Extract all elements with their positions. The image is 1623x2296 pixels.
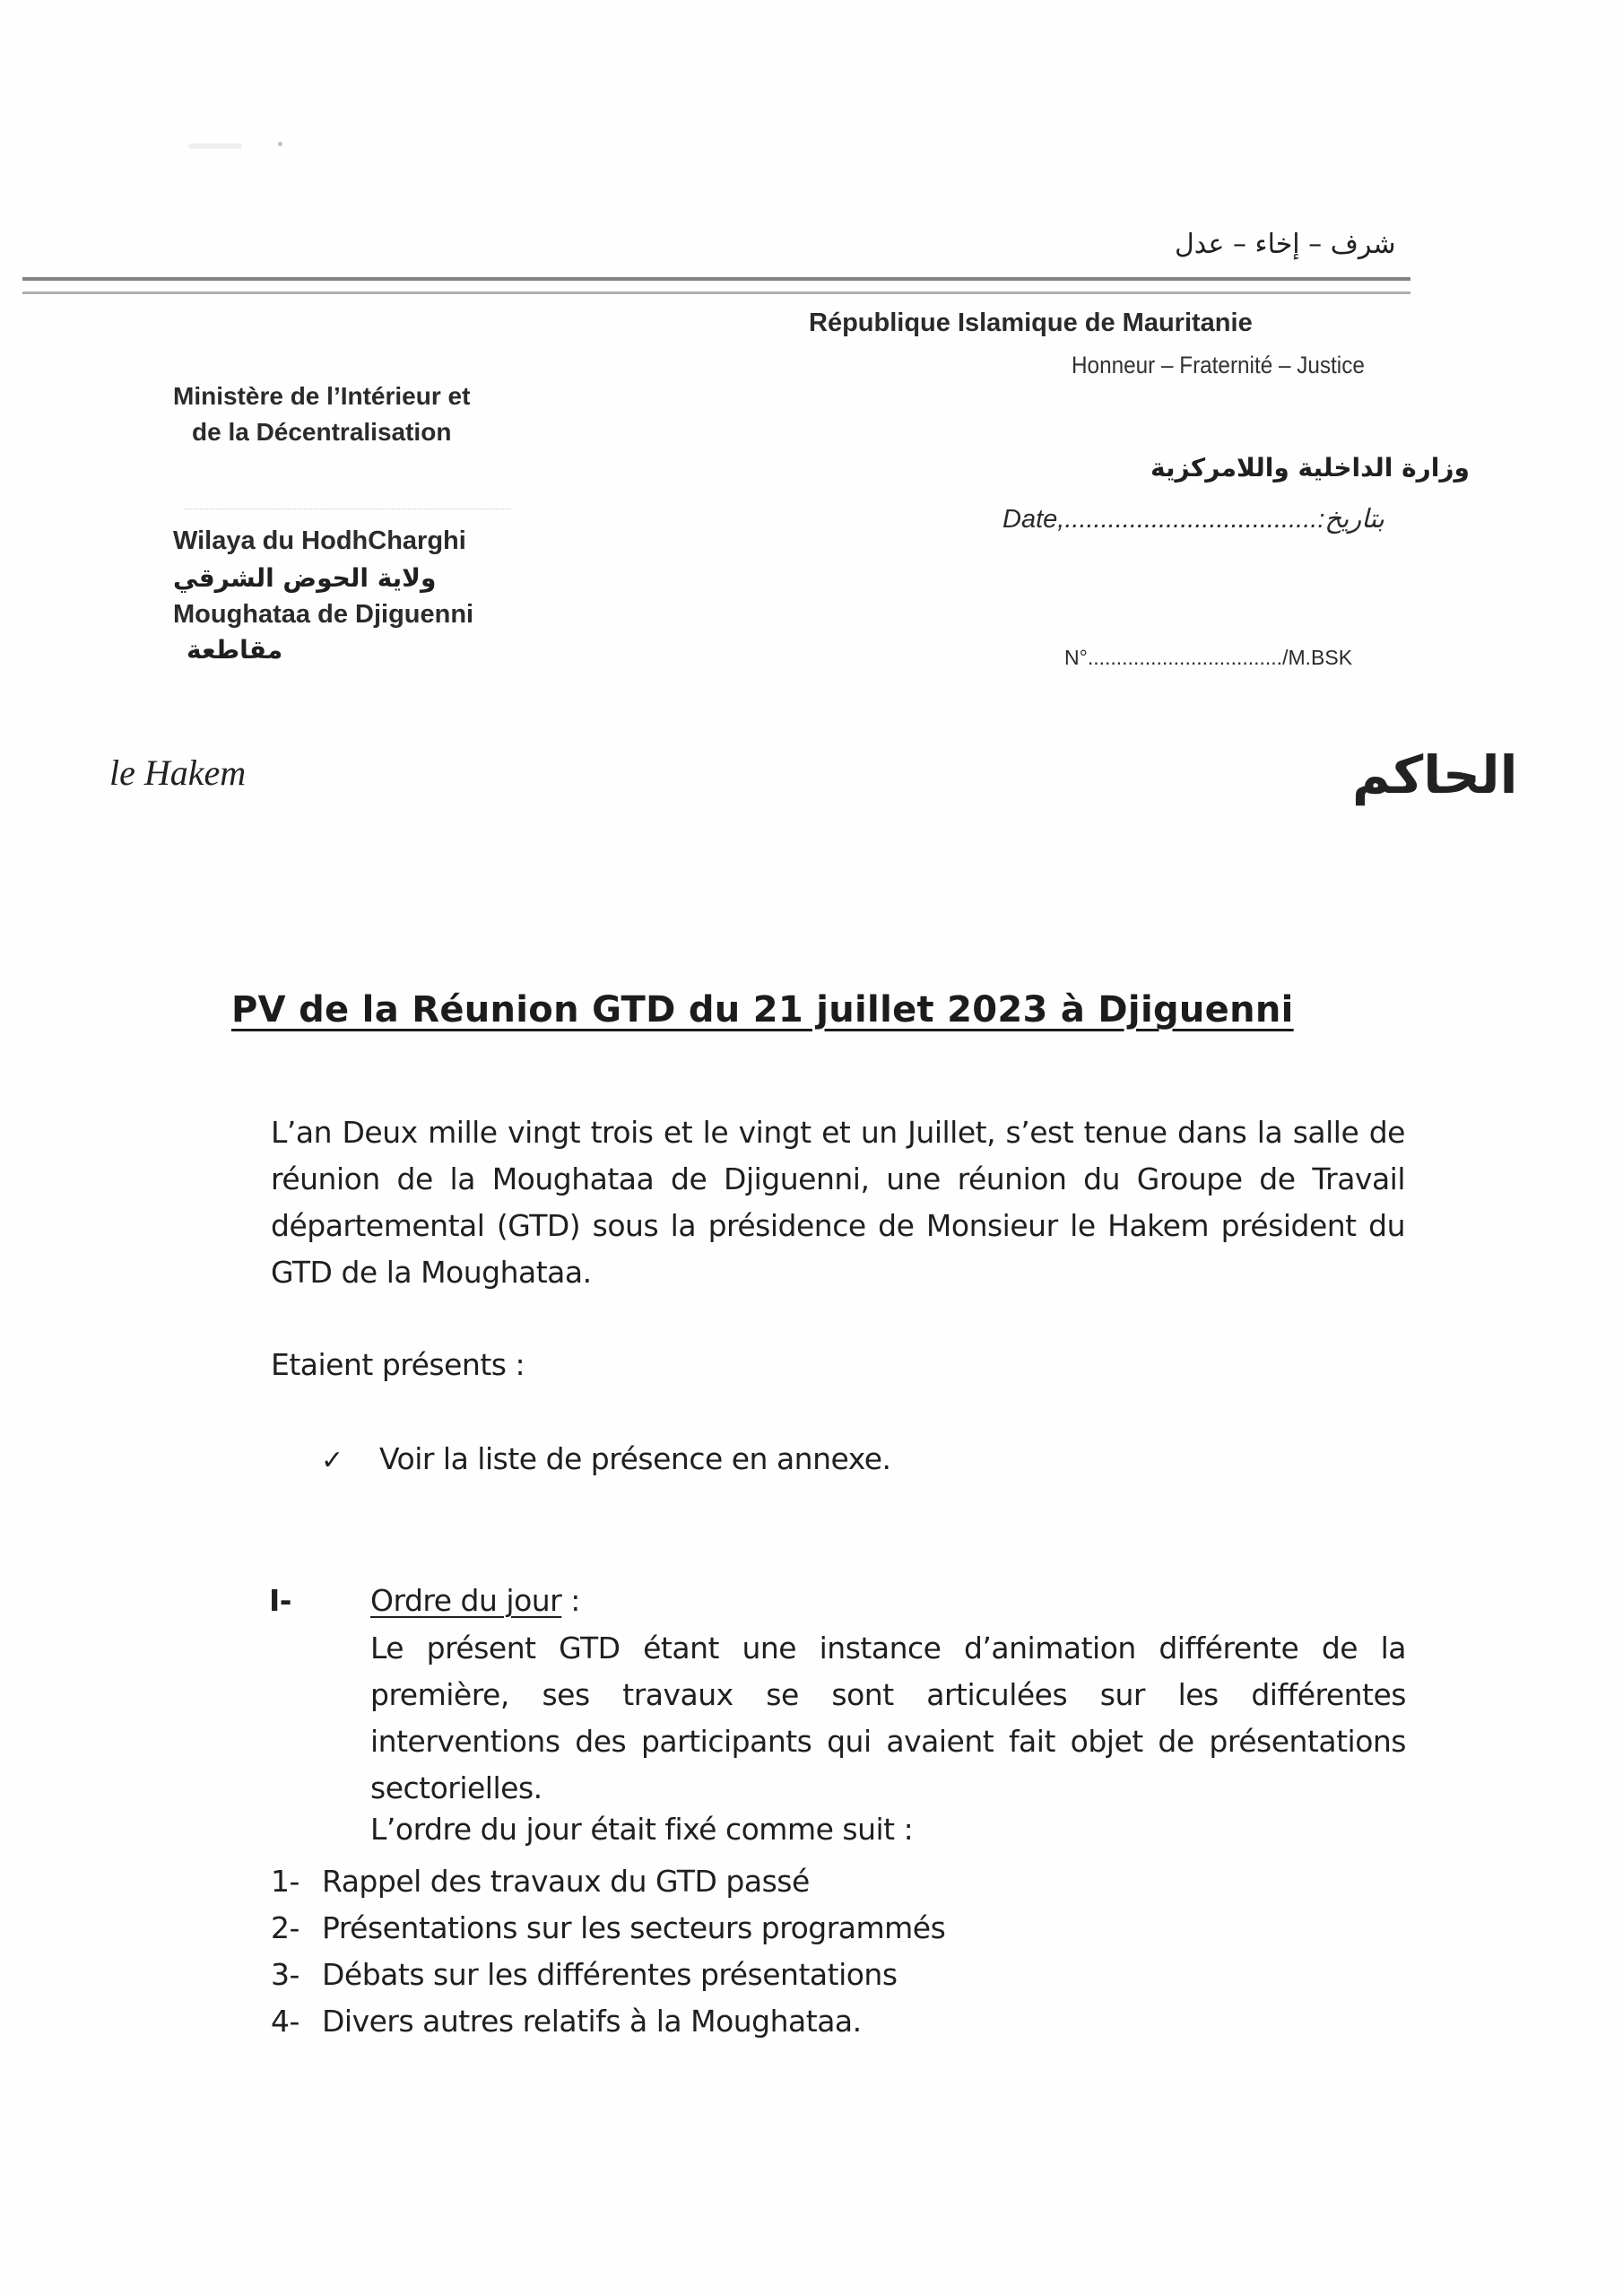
reference-number <box>1064 646 1352 670</box>
ministry-line-1: Ministère de l’Intérieur et <box>173 382 471 410</box>
present-item <box>321 1441 891 1476</box>
section-paragraph: Le présent GTD étant une instance d’animation différente de la première, ses travaux se sont articulées sur les différentes interventions des participants qui avaient fait objet de présentations sectorielles. <box>370 1631 1406 1805</box>
agenda-item-number: 4- <box>271 2004 299 2039</box>
date-label-arabic: بتاريخ: <box>1317 505 1384 534</box>
number-label: N° <box>1064 646 1088 669</box>
republic-name: République Islamique de Mauritanie <box>809 309 1253 337</box>
date-field <box>1002 503 1384 535</box>
scan-artifact <box>188 144 242 149</box>
agenda-item <box>271 1998 945 2045</box>
intro-paragraph: L’an Deux mille vingt trois et le vingt et un Juillet, s’est tenue dans la salle de réunion de la Moughataa de Djiguenni, une réunion du Groupe de Travail départemental (GTD) sous la présidence de Monsieur le Hakem président du GTD de la Moughataa. <box>271 1115 1405 1290</box>
hakem-french: le Hakem <box>109 752 247 793</box>
agenda-list <box>271 1858 945 2045</box>
header-rule-bottom <box>22 291 1410 294</box>
date-label: Date, <box>1002 505 1065 534</box>
agenda-item <box>271 1858 945 1905</box>
agenda-item <box>271 1905 945 1952</box>
agenda-item <box>271 1952 945 1998</box>
date-dots: ................................... <box>1064 505 1318 534</box>
number-suffix: /M.BSK <box>1282 646 1353 669</box>
ministry-line-2: de la Décentralisation <box>191 418 452 446</box>
motto-arabic: شرف – إخاء – عدل <box>1175 229 1396 260</box>
document-title: PV de la Réunion GTD du 21 juillet 2023 à Djiguenni <box>231 989 1294 1031</box>
number-dots: .................................. <box>1087 646 1283 669</box>
agenda-item-number: 1- <box>271 1864 299 1899</box>
section-title <box>370 1583 580 1618</box>
wilaya-french: Wilaya du HodhCharghi <box>173 526 466 555</box>
motto-french: Honneur – Fraternité – Justice <box>1072 352 1365 378</box>
wilaya-arabic: ولاية الحوض الشرقي <box>173 563 437 593</box>
section-title-suffix: : <box>561 1583 580 1618</box>
moughataa-french: Moughataa de Djiguenni <box>173 600 474 629</box>
hakem-arabic: الحاكم <box>1352 744 1518 805</box>
check-icon: ✓ <box>321 1445 343 1476</box>
section-title-text: Ordre du jour <box>370 1583 562 1618</box>
scan-artifact-dot <box>278 142 282 146</box>
ministry-arabic: وزارة الداخلية واللامركزية <box>1150 453 1470 483</box>
section-number: I- <box>269 1583 291 1618</box>
ministry-french <box>173 378 470 450</box>
agenda-item-text: Présentations sur les secteurs programmés <box>322 1910 946 1945</box>
agenda-item-text: Débats sur les différentes présentations <box>322 1957 898 1992</box>
agenda-intro: L’ordre du jour était fixé comme suit : <box>370 1812 914 1847</box>
agenda-item-number: 2- <box>271 1910 299 1945</box>
header-rule-top <box>22 277 1410 281</box>
agenda-item-number: 3- <box>271 1957 299 1992</box>
present-label: Etaient présents : <box>271 1347 525 1382</box>
present-item-text: Voir la liste de présence en annexe. <box>379 1441 891 1476</box>
agenda-item-text: Rappel des travaux du GTD passé <box>322 1864 810 1899</box>
moughataa-arabic: مقاطعة <box>187 635 283 665</box>
agenda-item-text: Divers autres relatifs à la Moughataa. <box>322 2004 862 2039</box>
